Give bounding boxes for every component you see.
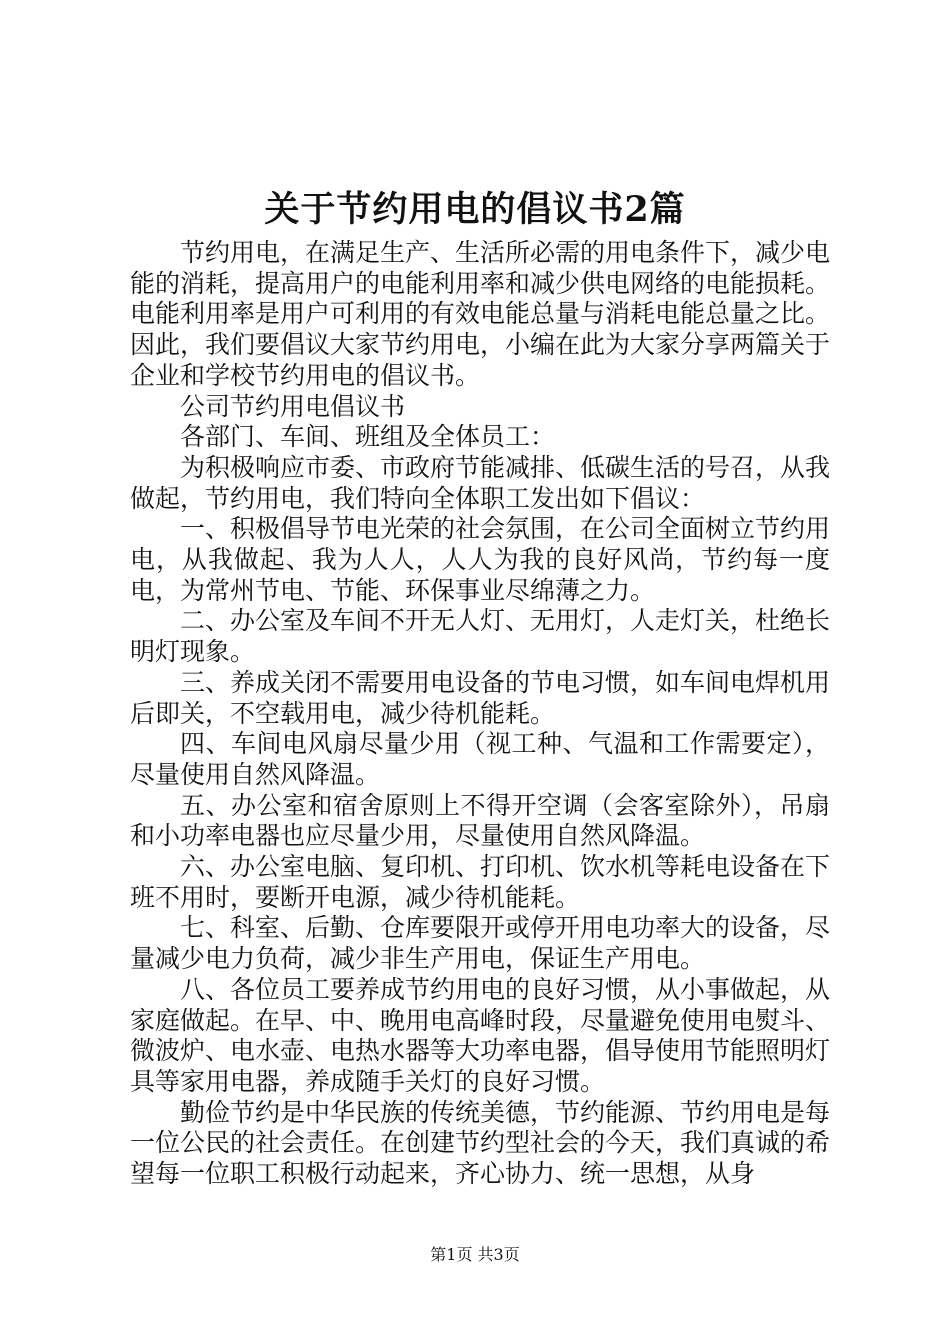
paragraph-item-6: 六、办公室电脑、复印机、打印机、饮水机等耗电设备在下班不用时，要断开电源，减少待机能耗。: [130, 852, 831, 912]
paragraph-intro: 节约用电，在满足生产、生活所必需的用电条件下，减少电能的消耗，提高用户的电能利用率和减少供电网络的电能损耗。电能利用率是用户可利用的有效电能总量与消耗电能总量之比。因此，我们要倡议大家节约用电，小编在此为大家分享两篇关于企业和学校节约用电的倡议书。: [130, 238, 831, 390]
paragraph-item-4: 四、车间电风扇尽量少用（视工种、气温和工作需要定），尽量使用自然风降温。: [130, 729, 830, 789]
paragraph-item-2: 二、办公室及车间不开无人灯、无用灯，人走灯关，杜绝长明灯现象。: [130, 606, 831, 667]
paragraph-item-8: 八、各位员工要养成节约用电的良好习惯，从小事做起，从家庭做起。在早、中、晚用电高峰时段，尽量避免使用电熨斗、微波炉、电水壶、电热水器等大功率电器，倡导使用节能照明灯具等家用电器，养成随手关灯的良好习惯。: [130, 974, 831, 1096]
paragraph-salutation: 各部门、车间、班组及全体员工：: [180, 422, 556, 452]
paragraph-item-7: 七、科室、后勤、仓库要限开或停开用电功率大的设备，尽量减少电力负荷，减少非生产用电，保证生产用电。: [130, 913, 831, 974]
page-number-footer: 第1页 共3页: [430, 1245, 520, 1264]
document-body: [130, 238, 830, 1190]
document-title: 关于节约用电的倡议书2篇: [264, 189, 686, 230]
paragraph-closing: 勤俭节约是中华民族的传统美德，节约能源、节约用电是每一位公民的社会责任。在创建节约型社会的今天，我们真诚的希望每一位职工积极行动起来，齐心协力、统一思想，从身: [130, 1097, 831, 1189]
paragraph-item-3: 三、养成关闭不需要用电设备的节电习惯，如车间电焊机用后即关，不空载用电，减少待机能耗。: [130, 667, 831, 728]
paragraph-preamble: 为积极响应市委、市政府节能减排、低碳生活的号召，从我做起，节约用电，我们特向全体职工发出如下倡议：: [130, 452, 831, 513]
paragraph-item-1: 一、积极倡导节电光荣的社会氛围，在公司全面树立节约用电，从我做起、我为人人，人人为我的良好风尚，节约每一度电，为常州节电、节能、环保事业尽绵薄之力。: [130, 514, 831, 605]
paragraph-item-5: 五、办公室和宿舍原则上不得开空调（会客室除外），吊扇和小功率电器也应尽量少用，尽量使用自然风降温。: [130, 790, 830, 851]
paragraph-letter-title: 公司节约用电倡议书: [180, 391, 406, 421]
